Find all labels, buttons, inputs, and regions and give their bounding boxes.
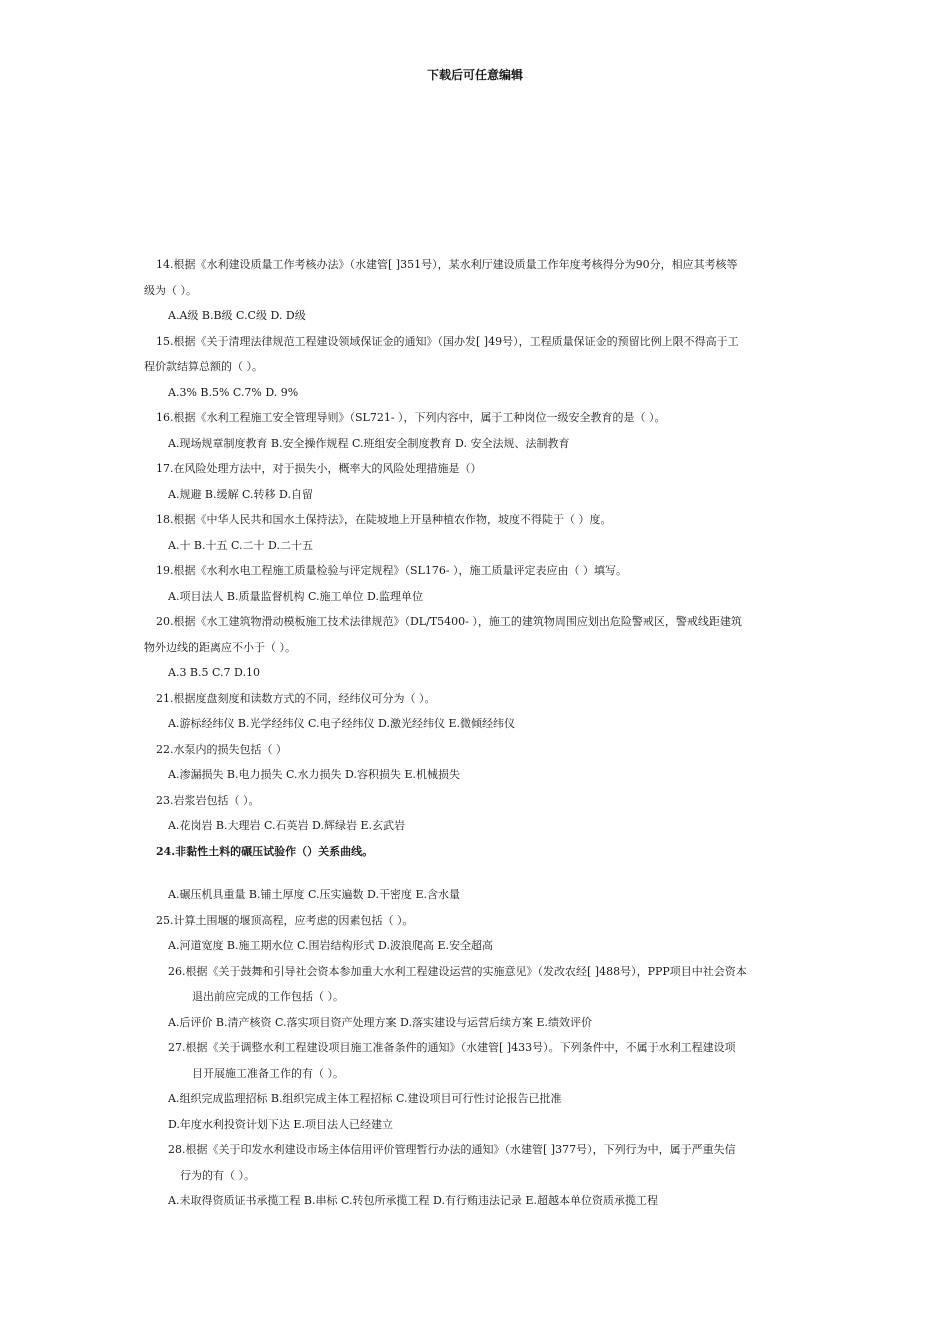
question-15-continuation: 程价款结算总额的（ ）。	[144, 360, 263, 373]
question-22-options: A.渗漏损失 B.电力损失 C.水力损失 D.容积损失 E.机械损失	[168, 768, 460, 781]
question-22-text: 22.水泵内的损失包括（ ）	[156, 742, 287, 756]
question-15-text: 15.根据《关于清理法律规范工程建设领域保证金的通知》（国办发[ ]49号），工程质量保证金的预留比例上限不得高于工	[156, 334, 739, 348]
question-16-options: A.现场规章制度教育 B.安全操作规程 C.班组安全制度教育 D. 安全法规、法制教育	[168, 436, 570, 450]
question-19-options: A.项目法人 B.质量监督机构 C.施工单位 D.监理单位	[168, 589, 423, 603]
question-21-text: 21.根据度盘刻度和读数方式的不同，经纬仪可分为（ ）。	[156, 691, 436, 705]
question-18-options: A.十 B.十五 C.二十 D.二十五	[168, 538, 313, 552]
question-25-text: 25.计算土围堰的堰顶高程，应考虑的因素包括（ ）。	[156, 913, 414, 927]
question-14-text: 14.根据《水利建设质量工作考核办法》（水建管[ ]351号），某水利厅建设质量工作年度考核得分为90分，相应其考核等	[156, 258, 738, 271]
question-14-options: A.A级 B.B级 C.C级 D. D级	[168, 309, 306, 322]
question-list	[0, 256, 950, 1218]
question-27-options-line-2: D.年度水利投资计划下达 E.项目法人已经建立	[168, 1117, 393, 1131]
question-28-continuation: 行为的有（ ）。	[180, 1168, 255, 1182]
question-24-options: A.碾压机具重量 B.铺土厚度 C.压实遍数 D.干密度 E.含水量	[168, 888, 460, 901]
question-28-text: 28.根据《关于印发水利建设市场主体信用评价管理暂行办法的通知》（水建管[ ]377号），下列行为中，属于严重失信	[168, 1143, 736, 1156]
question-20-continuation: 物外边线的距离应不小于（ ）。	[144, 640, 296, 654]
question-21-options: A.游标经纬仪 B.光学经纬仪 C.电子经纬仪 D.激光经纬仪 E.微倾经纬仪	[168, 717, 515, 730]
question-26-text: 26.根据《关于鼓舞和引导社会资本参加重大水利工程建设运营的实施意见》（发改农经[ ]488号），PPP项目中社会资本	[168, 964, 747, 978]
page-header-title: 下载后可任意编辑	[426, 68, 523, 82]
question-24-text: 24.非黏性土料的碾压试验作（）关系曲线。	[156, 844, 374, 858]
question-20-options: A.3 B.5 C.7 D.10	[168, 666, 260, 679]
question-23-options: A.花岗岩 B.大理岩 C.石英岩 D.辉绿岩 E.玄武岩	[168, 819, 405, 832]
question-15-options: A.3% B.5% C.7% D. 9%	[168, 385, 299, 399]
question-16-text: 16.根据《水利工程施工安全管理导则》（SL721- ），下列内容中，属于工种岗位一级安全教育的是（ ）。	[156, 411, 666, 424]
question-26-options: A.后评价 B.清产核资 C.落实项目资产处理方案 D.落实建设与运营后续方案 E.绩效评价	[168, 1015, 592, 1029]
question-19-text: 19.根据《水利水电工程施工质量检验与评定规程》（SL176- ），施工质量评定表应由（ ）填写。	[156, 564, 628, 577]
blank-spacer	[0, 868, 950, 886]
question-26-continuation: 退出前应完成的工作包括（ ）。	[192, 990, 344, 1003]
question-27-options-line-1: A.组织完成监理招标 B.组织完成主体工程招标 C.建设项目可行性讨论报告已批准	[168, 1092, 562, 1105]
question-20-text: 20.根据《水工建筑物滑动模板施工技术法律规范》（DL/T5400- ），施工的建筑物周围应划出危险警戒区，警戒线距建筑	[156, 615, 742, 628]
question-28-options: A.未取得资质证书承揽工程 B.串标 C.转包所承揽工程 D.有行贿违法记录 E.超越本单位资质承揽工程	[168, 1194, 658, 1207]
question-17-options: A.规避 B.缓解 C.转移 D.自留	[168, 487, 313, 501]
question-18-text: 18.根据《中华人民共和国水土保持法》，在陡坡地上开垦种植农作物，坡度不得陡于（ ）度。	[156, 513, 612, 526]
question-27-continuation: 目开展施工准备工作的有（ ）。	[192, 1066, 344, 1080]
question-23-text: 23.岩浆岩包括（ ）。	[156, 793, 260, 807]
question-17-text: 17.在风险处理方法中，对于损失小，概率大的风险处理措施是（）	[156, 462, 482, 475]
question-27-text: 27.根据《关于调整水利工程建设项目施工准备条件的通知》（水建管[ ]433号）。下列条件中，不属于水利工程建设项	[168, 1041, 736, 1054]
question-14-continuation: 级为（ ）。	[144, 283, 197, 297]
question-25-options: A.河道宽度 B.施工期水位 C.围岩结构形式 D.波浪爬高 E.安全超高	[168, 939, 493, 952]
